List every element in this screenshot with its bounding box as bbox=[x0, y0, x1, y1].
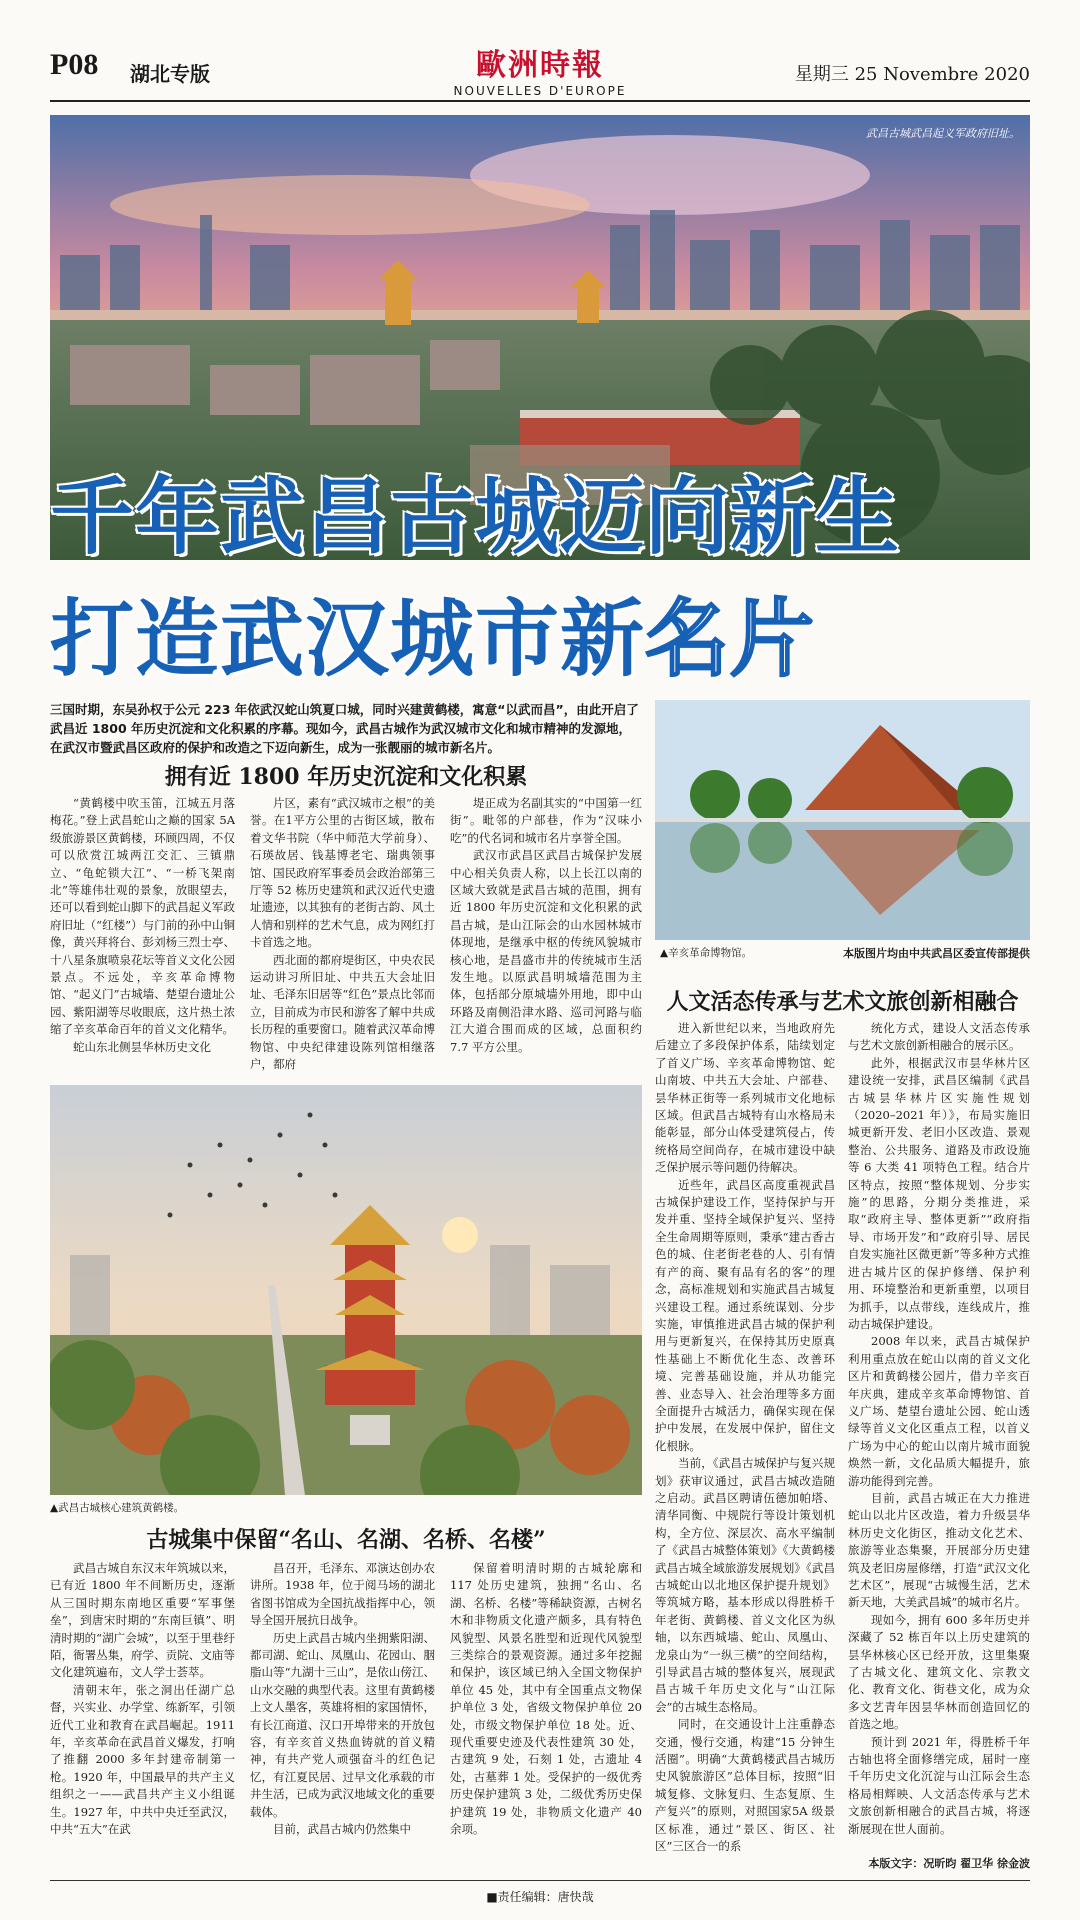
section-1-title: 拥有近 1800 年历史沉淀和文化积累 bbox=[164, 764, 528, 790]
publication-logo: 歐洲時報 bbox=[476, 48, 604, 83]
headline-line-2 bbox=[50, 572, 815, 693]
museum-photo bbox=[655, 700, 1030, 940]
section-3-column-1: 武昌古城自东汉末年筑城以来，已有近 1800 年不间断历史，逐渐从三国时期东南地区重要“军事堡垒”，到唐宋时期的“东南巨镇”、明清时期的“湖广会城”，以至于里巷纡陌，衙署丛集，府学、贡院、文庙等文化建筑遍布，文人学士荟萃。 清朝末年，张之洞出任湖广总督，兴实业、办学堂、练新军，引领近代工业和教育在武昌崛起。1911 年，辛亥革命在武昌首义爆发，打响了推翻 2000 多年封建帝制第一枪。1920 年，中国最早的共产主义组织之一——武昌共产主义小组诞生。1927 年，中共中央迁至武汉，中共“五大”在武 bbox=[50, 1561, 235, 1837]
section-2-column-1: 进入新世纪以来，当地政府先后建立了多段保护体系，陆续划定了首义广场、辛亥革命博物馆、蛇山南坡、中共五大会址、户部巷、昙华林正街等一系列城市文化地标区域。但武昌古城特有山水格局未能彰显，部分山体受建筑侵占，传统格局空间尚存，在城市建设中缺乏保护展示等问题仍待解决。 近些年，武昌区高度重视武昌古城保护建设工作，坚持保护与开发并重、坚持全域保护复兴、坚持全生命周期等原则，秉承“建古香古色的城、住老街老巷的人、引有情有产的商、聚有品有名的客”的理念，高标准规划和实施武昌古城复兴建设工程。通过系统谋划、分步实施，审慎推进武昌古城的保护利用与更新复兴，在保持其历史原真性基础上不断优化生态、改善环境、完善基础设施，并从功能完善、业态导入、社会治理等多方面全面提升古城活力，确保实现在保护中发展，在发展中保护，留住文化根脉。 当前，《武昌古城保护与复兴规划》获审议通过，武昌古城改造随之启动。武昌区聘请伍德加帕塔、清华同衡、中规院行等设计策划机构，全方位、深层次、高水平编制了《武昌古城整体策划》《大黄鹤楼武昌古城全域旅游发展规划》《武昌古城蛇山以北地区保护提升规划》等筑城方略，基本形成以得胜桥千年老街、黄鹤楼、首义文化区为纵轴，以东西城墙、蛇山、凤凰山、龙泉山为“一纵三横”的空间结构，引导武昌古城的整体复兴，展现武昌古城千年历史文化与“山江际会”的古城生态格局。 同时，在交通设计上注重静态交通，慢行交通，构建“15 分钟生活圈”。明确“大黄鹤楼武昌古城历史风貌旅游区”总体目标，按照“旧城复修、文脉复归、生态复原、生产复兴”的原则，对照国家5A 级景区标准，通过“景区、街区、社区”三区合一的系 bbox=[655, 1021, 835, 1854]
section-3-column-3: 保留着明清时期的古城轮廓和 117 处历史建筑，独拥“名山、名湖、名桥、名楼”等稀缺资源，古树名木和非物质文化遗产颇多，具有特色风貌型、风景名胜型和近现代风貌型三类综合的景观资源。通过多年挖掘和保护，该区域已纳入全国文物保护单位 45 处，其中有全国重点文物保护单位 3 处，省级文物保护单位 20 处，市级文物保护单位 18 处。近、现代重要史迹及代表性建筑 30 处，古建筑 9 处，石刻 1 处，古遗址 4 处，古墓葬 1 处。受保护的一级优秀历史保护建筑 3 处，二级优秀历史保护建筑 19 处，非物质文化遗产 40 余项。 bbox=[450, 1561, 642, 1837]
tower-photo bbox=[50, 1085, 642, 1495]
section-3-title: 古城集中保留“名山、名湖、名桥、名楼” bbox=[146, 1527, 546, 1553]
section-3-column-2: 昌召开，毛泽东、邓演达创办农讲所。1938 年，位于阅马场的湖北省图书馆成为全国抗战指挥中心，领导全国开展抗日战争。 历史上武昌古城内坐拥紫阳湖、都司湖、蛇山、凤凰山、花园山、胭脂山等“九湖十三山”，是依山傍江、山水交融的典型代表。这里有黄鹤楼上文人墨客，英雄将相的家国情怀，有长江商道、汉口开埠带来的开放包容，有辛亥首义热血铸就的首义精神，有共产党人顽强奋斗的红色记忆，有江夏民居、过早文化承载的市井生活，已成为武汉地域文化的重要载体。 目前，武昌古城内仍然集中 bbox=[250, 1561, 435, 1837]
header-rule bbox=[50, 100, 1030, 102]
lead-paragraph: 三国时期，东吴孙权于公元 223 年依武汉蛇山筑夏口城，同时兴建黄鹤楼，寓意“以武而昌”，由此开启了武昌近 1800 年历史沉淀和文化积累的序幕。现如今，武昌古城作为武汉城市文化和城市精神的发源地，在武汉市暨武昌区政府的保护和改造之下迈向新生，成为一张靓丽的城市新名片。 bbox=[50, 702, 639, 755]
headline-line-1: 千年武昌古城迈向新生 bbox=[50, 468, 901, 566]
edition-label: 湖北专版 bbox=[130, 62, 210, 86]
section-2-column-2: 统化方式，建设人文活态传承与艺术文旅创新相融合的展示区。 此外，根据武汉市昙华林片区建设统一安排，武昌区编制《武昌古城昙华林片区实施性规划（2020–2021 年）》，布局实施旧城更新开发、老旧小区改造、景观整治、公共服务、道路及市政设施等 6 大类 41 项特色工程。结合片区特点，按照“整体规划、分步实施”的思路，分期分类推进，采取“政府主导、整体更新”“政府指导、市场开发”和“政府引导、居民自发实施社区微更新”等多种方式推进古城片区的保护修缮、保护利用、环境整治和更新重塑，以项目为抓手，以点带线，连线成片，推动古城保护建设。 2008 年以来，武昌古城保护利用重点放在蛇山以南的首义文化区片和黄鹤楼公园片，借力辛亥百年庆典，建成辛亥革命博物馆、首义广场、楚望台遗址公园、蛇山透绿等首义文化区重点工程，以首义广场为中心的蛇山以南片城市面貌焕然一新，文化品质大幅提升，旅游功能得到完善。 目前，武昌古城正在大力推进蛇山以北片区改造，着力升级昙华林历史文化街区，推动文化艺术、旅游等业态集聚，开展部分历史建筑及老旧房屋修缮，打造“武汉文化艺术区”，展现“古城慢生活，艺术新天地，大美武昌城”的城市名片。 现如今，拥有 600 多年历史并深藏了 52 栋百年以上历史建筑的昙华林核心区已经开放，这里集聚了古城文化、建筑文化、宗教文化、教育文化、街巷文化，成为众多文艺青年因昙华林而创造回忆的首选之地。 预计到 2021 年，得胜桥千年古轴也将全面修缮完成，届时一座千年历史文化沉淀与山江际会生态格局相辉映、人文活态传承与艺术文旅创新相融合的武昌古城，将逐渐展现在世人面前。 bbox=[848, 1021, 1030, 1836]
issue-date: 星期三 25 Novembre 2020 bbox=[794, 64, 1030, 85]
photo-credit: 本版图片均由中共武昌区委宣传部提供 bbox=[843, 947, 1030, 960]
footer-editor: ■责任编辑：唐快哉 bbox=[486, 1890, 594, 1904]
headline-line-2-accent: 名片 bbox=[645, 590, 816, 688]
section-2-title: 人文活态传承与艺术文旅创新相融合 bbox=[666, 989, 1019, 1015]
headline-line-2-main: 打造武汉城市新 bbox=[50, 590, 646, 688]
section-1-column-2: 片区，素有“武汉城市之根”的美誉。在1平方公里的古街区域，散布着文华书院（华中师范大学前身）、石瑛故居、钱基博老宅、瑞典领事馆、国民政府军事委员会政治部第三厅等 52 栋历史建筑和武汉近代史遗址遗迹，以其独有的老街古韵、风土人情和别样的艺术气息，成为网红打卡首选之地。 西北面的都府堤街区，中央农民运动讲习所旧址、中共五大会址旧址、毛泽东旧居等“红色”景点比邻而立，目前成为市民和游客了解中共成长历程的重要窗口。随着武汉革命博物馆、中央纪律建设陈列馆相继落户，都府 bbox=[250, 796, 435, 1072]
hero-photo-caption: 武昌古城武昌起义军政府旧址。 bbox=[866, 127, 1020, 140]
text-credit: 本版文字：况昕昀 翟卫华 徐金波 bbox=[868, 1857, 1030, 1870]
section-1-column-1: “黄鹤楼中吹玉笛，江城五月落梅花。”登上武昌蛇山之巅的国家 5A 级旅游景区黄鹤楼，环顾四周，不仅可以欣赏江城两江交汇、三镇鼎立、“龟蛇锁大江”、“一桥飞架南北”等雄伟壮观的景象，放眼望去，还可以看到蛇山脚下的武昌起义军政府旧址（“红楼”）与门前的孙中山铜像，黄兴拜将台、彭刘杨三烈士亭、十八星条旗喷泉花坛等首义文化公园景点。不远处，辛亥革命博物馆、“起义门”古城墙、楚望台遗址公园、紫阳湖等尽收眼底，这片热土浓缩了辛亥革命百年的首义文化精华。 蛇山东北侧昙华林历史文化 bbox=[50, 796, 235, 1054]
museum-photo-caption: ▲辛亥革命博物馆。 bbox=[660, 947, 753, 959]
tower-photo-caption: ▲武昌古城核心建筑黄鹤楼。 bbox=[50, 1502, 185, 1514]
footer-rule bbox=[50, 1880, 1030, 1881]
publication-subtitle: NOUVELLES D'EUROPE bbox=[453, 84, 627, 98]
page-number: P08 bbox=[50, 48, 99, 81]
section-1-column-3: 堤正成为名副其实的“中国第一红街”。毗邻的户部巷，作为“汉味小吃”的代名词和城市名片享誉全国。 武汉市武昌区武昌古城保护发展中心相关负责人称，以上长江以南的区域大致就是武昌古城的范围，拥有近 1800 年历史沉淀和文化积累的武昌古城，是山江际会的山水园林城市体现地，是继承中枢的传统风貌城市核心地，是昌盛市井的传统城市生活发生地。以原武昌明城墙范围为主体，包括部分原城墙外用地，即中山环路及南侧沿津水路、巡司河路与临江大道合围而成的区域，总面积约 7.7 平方公里。 bbox=[450, 796, 642, 1054]
